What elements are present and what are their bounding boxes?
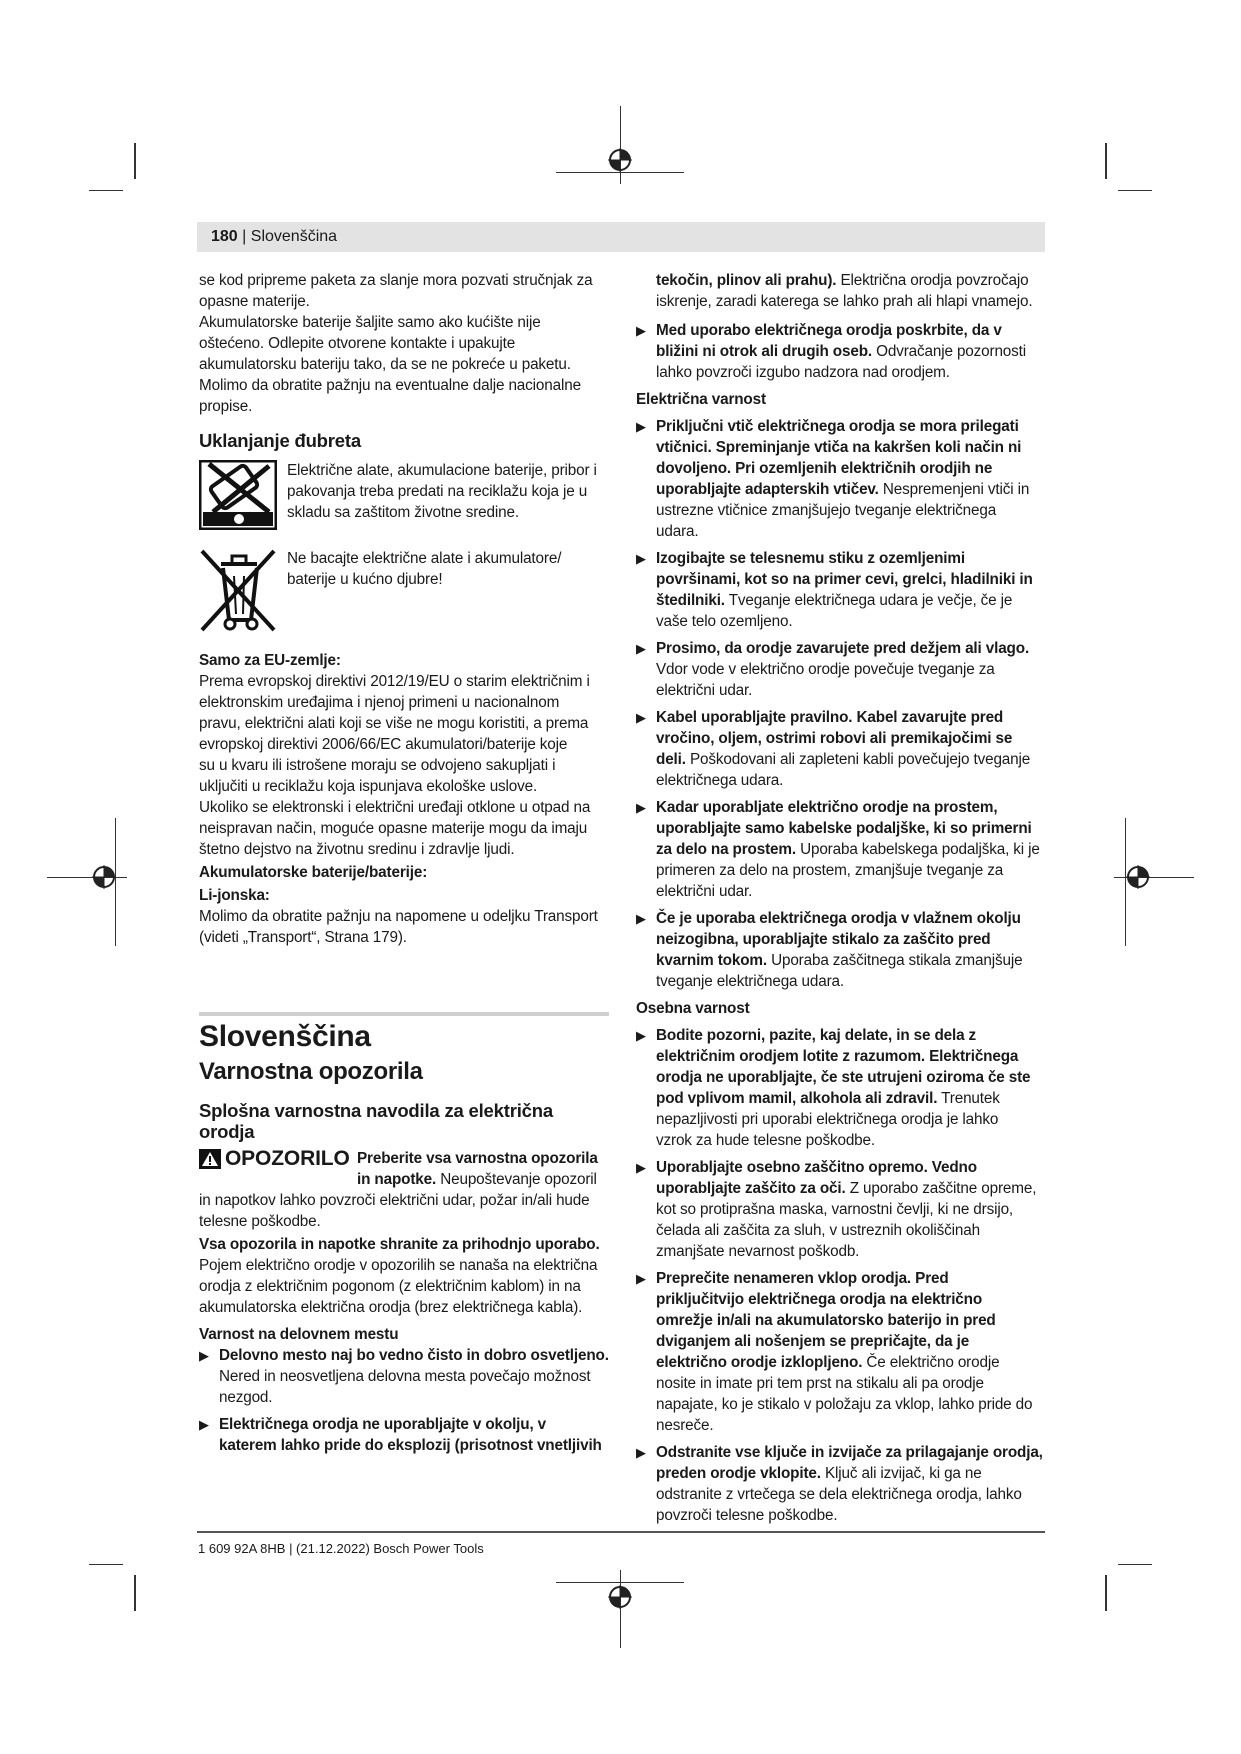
- bullet-arrow-icon: ▶: [636, 710, 646, 725]
- registration-target-icon: [608, 148, 632, 172]
- bullet-arrow-icon: ▶: [636, 1271, 646, 1286]
- text-normal: primeren za delo na prostem, zmanjšuje tveganje za: [656, 862, 1004, 879]
- text-bold: Uporabljajte osebno zaščitno opremo. Vedno: [656, 1159, 977, 1176]
- text-bold: Električnega orodja ne uporabljajte v okolju, v: [219, 1416, 547, 1433]
- text-line: Preberite vsa varnostna opozorila: [357, 1150, 598, 1167]
- text-normal: Poškodovani ali zapleteni kabli povečujejo tveganje: [685, 751, 1031, 768]
- bullet-arrow-icon: ▶: [636, 551, 646, 566]
- text-bold: vtičnici. Spreminjanje vtiča na kakršen koli način ni: [656, 439, 1022, 456]
- text-line: Ne bacajte električne alate i akumulatore/: [287, 550, 562, 567]
- eu-paragraph: [199, 671, 609, 797]
- text-normal: nepazljivosti pri uporabi električnega orodja je lahko: [656, 1111, 999, 1128]
- text-normal: tveganje električnega udara.: [656, 973, 844, 990]
- bullet-arrow-icon: ▶: [636, 911, 646, 926]
- text-line: evropskoj direktivi 2006/66/EC akumulatori/baterije koje: [199, 736, 568, 753]
- text-bold: uporabljajte samo kabelske podaljške, ki so primerni: [656, 820, 1032, 837]
- bullet-item: [636, 1268, 1054, 1436]
- text-line: pakovanja treba predati na reciklažu koja je u: [287, 483, 588, 500]
- text-normal: Ključ ali izvijač, ki ga ne: [820, 1465, 982, 1482]
- crop-mark: [1105, 143, 1107, 179]
- section-divider: [199, 1012, 609, 1016]
- bullet-arrow-icon: ▶: [636, 323, 646, 338]
- intro-paragraph: [199, 270, 609, 312]
- crop-mark: [1118, 1564, 1152, 1565]
- term-paragraph: [199, 1255, 609, 1318]
- text-bold: Kadar uporabljate električno orodje na prostem,: [656, 799, 998, 816]
- text-bold: vročino, oljem, ostrimi robovi ali premikajočimi se: [656, 730, 1013, 747]
- text-bold: neizogibna, uporabljajte stikalo za zaščito pred: [656, 931, 991, 948]
- header-language: Slovenščina: [250, 228, 338, 245]
- text-line: akumulatorska električna orodja (brez električnega kabla).: [199, 1299, 583, 1316]
- text-line: Pojem električno orodje v opozorilih se nanaša na električna: [199, 1257, 598, 1274]
- text-normal: ustrezne vtičnice zmanjšujejo tveganje električnega: [656, 502, 997, 519]
- footer-text: 1 609 92A 8HB | (21.12.2022) Bosch Power Tools: [198, 1541, 484, 1556]
- bullet-item: [199, 1345, 609, 1408]
- bullet-item: [636, 908, 1054, 992]
- bullet-item: [636, 320, 1054, 383]
- text-bold: dviganjem ali nošenjem se prepričajte, da je: [656, 1333, 970, 1350]
- crop-mark: [1105, 1575, 1107, 1611]
- text-bold: štedilniki.: [656, 592, 725, 609]
- text-bold: preden orodje vklopite.: [656, 1465, 821, 1482]
- text-bold: omrežje in/ali na akumulatorsko baterijo in pred: [656, 1312, 996, 1329]
- text-line: baterije u kućno djubre!: [287, 571, 443, 588]
- bullet-item: [636, 416, 1054, 542]
- personal-safety-heading: Osebna varnost: [636, 1000, 750, 1017]
- crop-mark: [89, 1564, 123, 1565]
- text-normal: Nespremenjeni vtiči in: [878, 481, 1030, 498]
- text-bold: električno orodje izklopljeno.: [656, 1354, 863, 1371]
- text-line: Ukoliko se elektronski i električni uređaji otklone u otpad na: [199, 799, 591, 816]
- battery-shipping-paragraph: [199, 312, 609, 417]
- text-normal: odstranite z vrtečega se dela električnega orodja, lahko: [656, 1486, 1022, 1503]
- left-column: [199, 270, 609, 1462]
- text-normal: čelada ali zaščita za sluh, v ustreznih okoliščinah: [656, 1222, 980, 1239]
- bullet-arrow-icon: ▶: [636, 419, 646, 434]
- language-title: Slovenščina: [199, 1020, 371, 1053]
- crop-mark: [89, 190, 123, 191]
- text-normal: Vdor vode v električno orodje povečuje tveganje za: [656, 661, 995, 678]
- text-bold: priključitvijo električnega orodja na električno: [656, 1291, 983, 1308]
- text-normal: iskrenje, zaradi katerega se lahko prah ali hlapi vnamejo.: [656, 293, 1033, 310]
- bullet-arrow-icon: ▶: [636, 641, 646, 656]
- text-normal: nesreče.: [656, 1417, 714, 1434]
- text-line: opasne materije.: [199, 293, 310, 310]
- text-bold: Odstranite vse ključe in izvijače za prilagajanje orodja,: [656, 1444, 1043, 1461]
- text-line: elektronskim uređajima i njenoj primeni u nacionalnom: [199, 694, 560, 711]
- text-bold: Delovno mesto naj bo vedno čisto in dobro osvetljeno.: [219, 1347, 609, 1364]
- bullet-item: [636, 797, 1054, 902]
- bullet-arrow-icon: ▶: [636, 1445, 646, 1460]
- text-bold: za delo na prostem.: [656, 841, 796, 858]
- keep-instructions: Vsa opozorila in napotke shranite za prihodnjo uporabo.: [199, 1236, 600, 1253]
- registration-line: [556, 1582, 684, 1583]
- text-bold: površinami, kot so na primer cevi, grelci, hladilniki in: [656, 571, 1033, 588]
- text-line: in napotkov lahko povzroči električni udar, požar in/ali hude: [199, 1192, 590, 1209]
- bullet-item: [636, 1157, 1054, 1262]
- bullet-item: [199, 1414, 609, 1456]
- text-normal: Uporaba zaščitnega stikala zmanjšuje: [766, 952, 1023, 969]
- text-bold: Izogibajte se telesnemu stiku z ozemljenimi: [656, 550, 965, 567]
- text-bold: deli.: [656, 751, 686, 768]
- text-bold: Med uporabo električnega orodja poskrbite, da v: [656, 322, 1002, 339]
- crossed-bin-icon: [199, 548, 277, 636]
- electrical-safety-heading: Električna varnost: [636, 391, 766, 408]
- text-normal: Električna orodja povzročajo: [836, 272, 1029, 289]
- crop-mark: [134, 143, 136, 179]
- text-bold: in napotke.: [357, 1171, 437, 1188]
- text-line: štetno dejstvo na životnu sredinu i zdravlje ljudi.: [199, 841, 515, 858]
- text-bold: Kabel uporabljajte pravilno. Kabel zavarujte pred: [656, 709, 1004, 726]
- bullet-item: [636, 1025, 1054, 1151]
- text-normal: napajate, ko je stikalo v položaju za vklop, lahko pride do: [656, 1396, 1033, 1413]
- text-line: Molimo da obratite pažnju na eventualne dalje nacionalne: [199, 377, 581, 394]
- text-bold: električnim orodjem lotite z razumom. Električnega: [656, 1048, 1019, 1065]
- text-bold: uporabljajte zaščito za oči.: [656, 1180, 846, 1197]
- footer-rule: [197, 1531, 1045, 1533]
- text-bold: bližini ni otrok ali drugih oseb.: [656, 343, 873, 360]
- text-bold: kvarnim tokom.: [656, 952, 767, 969]
- crop-mark: [1118, 190, 1152, 191]
- text-line: skladu sa zaštitom životne sredine.: [287, 504, 519, 521]
- text-normal: nezgod.: [219, 1389, 273, 1406]
- text-line: neispravan način, moguće opasne materije mogu da imaju: [199, 820, 588, 837]
- text-bold: Priključni vtič električnega orodja se mora prilegati: [656, 418, 1019, 435]
- safety-title: Varnostna opozorila: [199, 1058, 423, 1085]
- registration-target-icon: [608, 1585, 632, 1609]
- text-bold: dovoljeno. Pri ozemljenih električnih orodjih ne: [656, 460, 993, 477]
- text-bold: katerem lahko pride do eksplozij (prisotnost vnetljivih: [219, 1437, 602, 1454]
- general-safety-title: Splošna varnostna navodila za električna orodja: [199, 1100, 553, 1142]
- header-separator: |: [242, 228, 247, 245]
- text-line: pravu, električni alati koji se više ne mogu koristiti, a prema: [199, 715, 589, 732]
- text-bold: Bodite pozorni, pazite, kaj delate, in se dela z: [656, 1027, 977, 1044]
- warning-text: OPOZORILO: [225, 1147, 350, 1170]
- crop-mark: [134, 1575, 136, 1611]
- warning-label: [199, 1148, 357, 1169]
- text-bold: tekočin, plinov ali prahu).: [656, 272, 837, 289]
- disposal-block-1: [199, 460, 609, 530]
- text-line: su u kvaru ili istrošene moraju se odvojeno sakupljati i: [199, 757, 556, 774]
- registration-line: [556, 172, 684, 173]
- text-line: Molimo da obratite pažnju na napomene u odeljku Transport: [199, 908, 598, 925]
- text-normal: električni udar.: [656, 682, 753, 699]
- text-line: Akumulatorske baterije šaljite samo ako kućište nije: [199, 314, 541, 331]
- li-ion-paragraph: [199, 906, 609, 948]
- work-area-heading: Varnost na delovnem mestu: [199, 1326, 399, 1343]
- bullet-item: [636, 548, 1054, 632]
- text-line: Električne alate, akumulacione baterije, pribor i: [287, 462, 597, 479]
- page-number: 180: [211, 228, 238, 245]
- text-normal: kot so protiprašna maska, varnostni čevlji, ki ne drsijo,: [656, 1201, 1014, 1218]
- text-line: akumulatorsku bateriju tako, da se ne pokreće u paketu.: [199, 356, 571, 373]
- text-normal: Trenutek: [937, 1090, 1000, 1107]
- text-bold: Preprečite nenameren vklop orodja. Pred: [656, 1270, 949, 1287]
- right-column: [636, 270, 1054, 1532]
- warning-block: [199, 1148, 609, 1232]
- text-normal: vzrok za hude telesne poškodbe.: [656, 1132, 875, 1149]
- text-line: Prema evropskoj direktivi 2012/19/EU o starim električnim i: [199, 673, 590, 690]
- text-normal: Tveganje električnega udara je večje, če je: [724, 592, 1013, 609]
- page-header: [197, 222, 1045, 252]
- text-normal: povzroči telesne poškodbe.: [656, 1507, 838, 1524]
- disposal-heading: Uklanjanje đubreta: [199, 430, 361, 451]
- text-line: oštećeno. Odlepite otvorene kontakte i upakujte: [199, 335, 516, 352]
- registration-target-icon: [1126, 865, 1150, 889]
- text-normal: Z uporabo zaščitne opreme,: [845, 1180, 1037, 1197]
- text-line: se kod pripreme paketa za slanje mora pozvati stručnjak za: [199, 272, 593, 289]
- warning-triangle-icon: [199, 1149, 221, 1169]
- text-bold: Prosimo, da orodje zavarujete pred dežjem ali vlago.: [656, 640, 1030, 657]
- text-line: orodja z električnim pogonom (z električnim kablom) in na: [199, 1278, 581, 1295]
- text-line: telesne poškodbe.: [199, 1213, 321, 1230]
- text-normal: Če električno orodje: [862, 1354, 1000, 1371]
- bullet-arrow-icon: ▶: [636, 800, 646, 815]
- text-bold: pod vplivom mamil, alkohola ali zdravil.: [656, 1090, 938, 1107]
- no-battery-waste-icon: [199, 460, 277, 530]
- disposal-block-2: [199, 548, 609, 636]
- text-normal: nosite in imate pri tem prst na stikalu ali pa orodje: [656, 1375, 984, 1392]
- bullet-arrow-icon: ▶: [199, 1348, 209, 1363]
- text-line: propise.: [199, 398, 253, 415]
- bullet-arrow-icon: ▶: [636, 1160, 646, 1175]
- continued-text: [636, 270, 1054, 312]
- bullet-item: [636, 638, 1054, 701]
- bullet-item: [636, 1442, 1054, 1526]
- text-normal: Nered in neosvetljena delovna mesta povečajo možnost: [219, 1368, 591, 1385]
- text-normal: lahko povzroči izgubo nadzora nad orodjem.: [656, 364, 950, 381]
- bullet-arrow-icon: ▶: [199, 1417, 209, 1432]
- text-line: uključiti u reciklažu koja ispunjava ekološke uslove.: [199, 778, 538, 795]
- text-normal: udara.: [656, 523, 699, 540]
- eu-heading: Samo za EU-zemlje:: [199, 652, 341, 669]
- text-normal: Uporaba kabelskega podaljška, ki je: [795, 841, 1040, 858]
- text-normal: električni udar.: [656, 883, 753, 900]
- text-normal: vaše telo ozemljeno.: [656, 613, 793, 630]
- text-normal: električnega udara.: [656, 772, 784, 789]
- akku-heading: Akumulatorske baterije/baterije:: [199, 864, 428, 881]
- text-normal: zmanjšate nevarnost poškodb.: [656, 1243, 860, 1260]
- text-line: (videti „Transport“, Strana 179).: [199, 929, 407, 946]
- text-bold: orodja ne uporabljajte, če ste utrujeni oziroma če ste: [656, 1069, 1031, 1086]
- text-bold: uporabljajte adapterskih vtičev.: [656, 481, 879, 498]
- improper-disposal-paragraph: [199, 797, 609, 860]
- text-normal: Odvračanje pozornosti: [872, 343, 1027, 360]
- text-bold: Če je uporaba električnega orodja v vlažnem okolju: [656, 910, 1021, 927]
- li-ion-heading: Li-jonska:: [199, 887, 270, 904]
- text-normal: Neupoštevanje opozoril: [440, 1171, 597, 1188]
- registration-target-icon: [92, 865, 116, 889]
- bullet-arrow-icon: ▶: [636, 1028, 646, 1043]
- bullet-item: [636, 707, 1054, 791]
